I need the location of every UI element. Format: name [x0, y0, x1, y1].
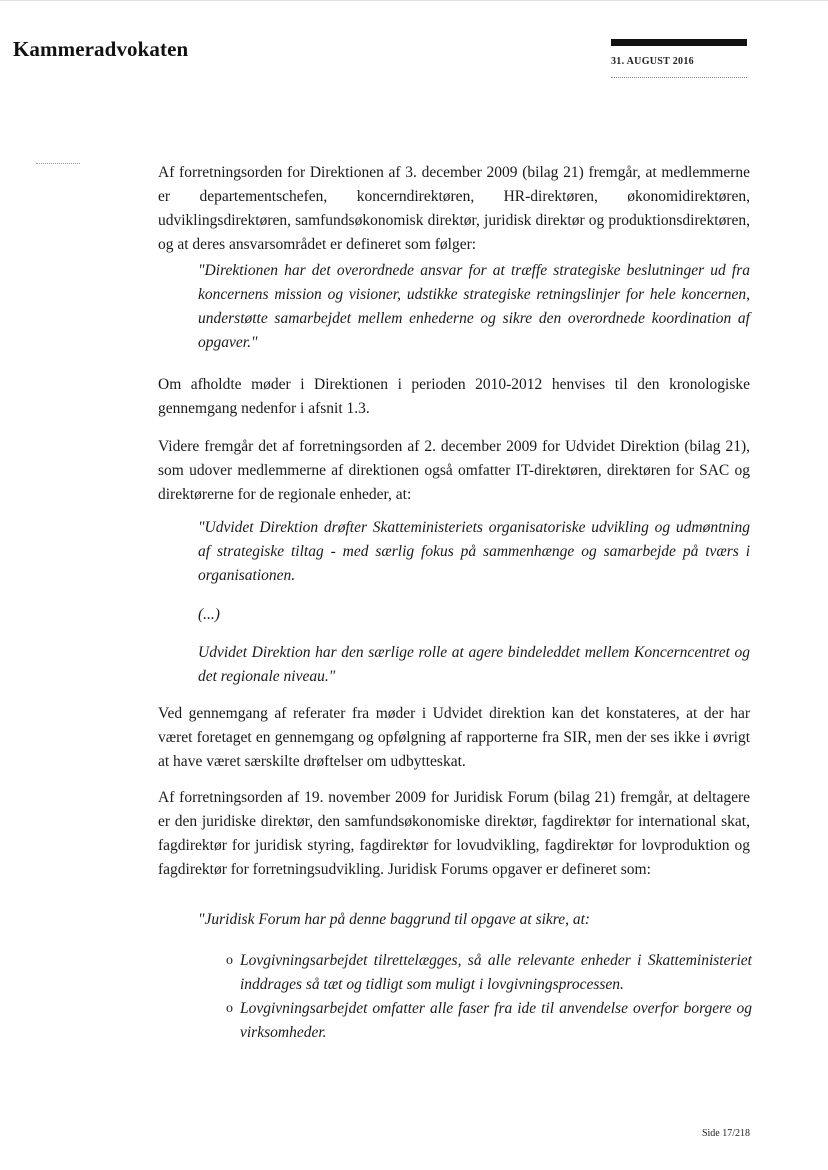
list-item: [226, 997, 752, 1045]
bullet-list: [226, 949, 752, 1045]
paragraph-direktionen: Af forretningsorden for Direktionen af 3. december 2009 (bilag 21) fremgår, at medlemmerne er departementschefen, koncerndirektøren, HR-direktøren, økonomidirektøren, udviklingsdirektøren, samfundsøkonomisk direktør, juridisk direktør og produktionsdirektøren, og at deres ansvarsområdet er defineret som følger:: [158, 164, 750, 253]
quote-juridisk-forum: "Juridisk Forum har på denne baggrund til opgave at sikre, at:: [198, 911, 591, 928]
margin-divider: [36, 163, 80, 164]
list-item-text: Lovgivningsarbejdet tilrettelægges, så alle relevante enheder i Skatteministeriet inddrages så tæt og tidligt som muligt i lovgivningsprocessen.: [240, 952, 752, 993]
quote-direktionen: "Direktionen har det overordnede ansvar for at træffe strategiske beslutninger ud fra koncernens mission og visioner, udstikke strategiske retningslinjer for hele koncernen, understøtte samarbejdet mellem enhederne og sikre den overordnede koordination af opgaver.": [198, 262, 750, 351]
quote-bindeled: Udvidet Direktion har den særlige rolle at agere bindeleddet mellem Koncerncentret og det regionale niveau.": [198, 644, 750, 685]
quote-ellipsis: (...): [198, 606, 220, 623]
header-divider: [611, 77, 747, 78]
quote-udvidet-direktion: "Udvidet Direktion drøfter Skatteministeriets organisatoriske udvikling og udmøntning af strategiske tiltag - med særlig fokus på sammenhænge og samarbejde på tværs i organisationen.: [198, 519, 750, 584]
page-number: Side 17/218: [701, 1128, 750, 1139]
paragraph-referater: Ved gennemgang af referater fra møder i Udvidet direktion kan det konstateres, at der har været foretaget en gennemgang og opfølgning af rapporterne fra SIR, men der ses ikke i øvrigt at have været særskilte drøftelser om udbytteskat.: [158, 705, 750, 770]
bullet-icon: o: [226, 953, 233, 968]
logo-kammeradvokaten: Kammeradvokaten: [13, 37, 189, 61]
list-item-text: Lovgivningsarbejdet omfatter alle faser fra ide til anvendelse overfor borgere og virksomheder.: [240, 1000, 752, 1041]
document-date: 31. AUGUST 2016: [611, 56, 694, 67]
paragraph-udvidet-direktion: Videre fremgår det af forretningsorden af 2. december 2009 for Udvidet Direktion (bilag 21), som udover medlemmerne af direktionen også omfatter IT-direktøren, direktøren for SAC og direktørerne for de regionale enheder, at:: [158, 438, 750, 503]
paragraph-juridisk-forum: Af forretningsorden af 19. november 2009 for Juridisk Forum (bilag 21) fremgår, at deltagere er den juridiske direktør, den samfundsøkonomiske direktør, fagdirektør for international skat, fagdirektør for juridisk styring, fagdirektør for lovudvikling, fagdirektør for lovproduktion og fagdirektør for forretningsudvikling. Juridisk Forums opgaver er defineret som:: [158, 789, 750, 878]
bullet-icon: o: [226, 1001, 233, 1016]
header-bar: [611, 39, 747, 46]
paragraph-moeder: Om afholdte møder i Direktionen i perioden 2010-2012 henvises til den kronologiske gennemgang nedenfor i afsnit 1.3.: [158, 376, 750, 417]
list-item: [226, 949, 752, 997]
